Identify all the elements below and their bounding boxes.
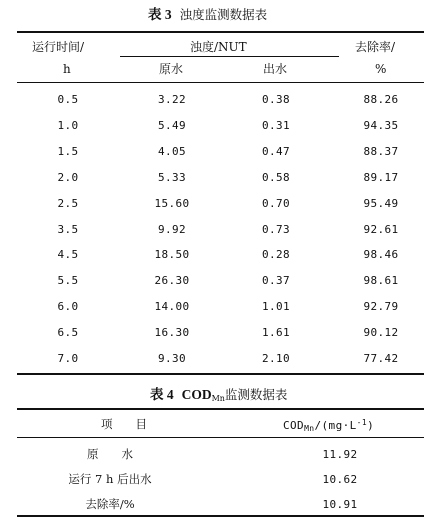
cell-raw-turbidity: 5.49 bbox=[157, 118, 187, 132]
cell-time: 6.5 bbox=[57, 326, 79, 340]
table3-bottom-rule bbox=[17, 373, 424, 375]
cell-raw-turbidity: 4.05 bbox=[157, 144, 187, 158]
table4-cell-item: 运行 7 h 后出水 bbox=[68, 472, 152, 486]
cell-time: 0.5 bbox=[57, 93, 79, 106]
cell-removal-rate: 95.49 bbox=[363, 196, 399, 210]
cell-outlet-turbidity: 0.31 bbox=[261, 118, 291, 132]
cell-removal-rate: 89.17 bbox=[363, 170, 399, 184]
cell-time: 6.0 bbox=[57, 300, 79, 314]
cell-outlet-turbidity: 0.38 bbox=[261, 93, 291, 106]
header-removal-line2: % bbox=[375, 62, 387, 76]
table3-caption-title: 浊度监测数据表 bbox=[179, 7, 268, 22]
table4-top-rule bbox=[17, 408, 424, 410]
table4-caption-number: 表 4 bbox=[150, 387, 174, 402]
table3-caption bbox=[148, 8, 267, 22]
cell-time: 3.5 bbox=[57, 222, 79, 236]
table4-caption-cod: COD bbox=[181, 387, 212, 402]
table4-header-unit-b: ) bbox=[367, 419, 375, 432]
table3-caption-number: 表 3 bbox=[148, 7, 172, 22]
cell-raw-turbidity: 9.30 bbox=[157, 352, 187, 365]
table4-header-cod bbox=[283, 419, 374, 433]
cell-outlet-turbidity: 1.61 bbox=[261, 326, 291, 340]
cell-raw-turbidity: 14.00 bbox=[154, 300, 190, 314]
cell-raw-turbidity: 15.60 bbox=[154, 196, 190, 210]
cell-outlet-turbidity: 0.73 bbox=[261, 222, 291, 236]
table4-header-cod-text: COD bbox=[283, 419, 305, 432]
cell-raw-turbidity: 9.92 bbox=[157, 222, 187, 236]
cell-raw-turbidity: 5.33 bbox=[157, 170, 187, 184]
table4-cell-cod: 11.92 bbox=[322, 448, 358, 461]
table4-caption-sub: Mn bbox=[211, 394, 225, 403]
table4-cell-item: 原 水 bbox=[87, 447, 133, 461]
table4-header-item: 项 目 bbox=[101, 417, 147, 431]
cell-raw-turbidity: 18.50 bbox=[154, 248, 190, 262]
cell-removal-rate: 92.61 bbox=[363, 222, 399, 236]
table4-header-cod-sub: Mn bbox=[304, 424, 315, 433]
cell-removal-rate: 88.26 bbox=[363, 93, 399, 106]
cell-outlet-turbidity: 1.01 bbox=[261, 300, 291, 314]
cell-time: 7.0 bbox=[57, 352, 79, 365]
cell-removal-rate: 98.61 bbox=[363, 274, 399, 288]
cell-time: 2.0 bbox=[57, 170, 79, 184]
table4-cell-cod: 10.62 bbox=[322, 473, 358, 486]
cell-outlet-turbidity: 0.58 bbox=[261, 170, 291, 184]
table4-header-unit-a: /(mg·L bbox=[314, 419, 357, 432]
cell-removal-rate: 92.79 bbox=[363, 300, 399, 314]
table4-header-unit-sup: -1 bbox=[356, 418, 368, 427]
table3-header-rule bbox=[17, 82, 424, 83]
table4-cell-cod: 10.91 bbox=[322, 498, 358, 511]
table4-caption-title: 监测数据表 bbox=[224, 387, 288, 402]
cell-outlet-turbidity: 2.10 bbox=[261, 352, 291, 365]
table4-cell-item: 去除率/% bbox=[85, 497, 135, 511]
cell-time: 2.5 bbox=[57, 196, 79, 210]
header-raw-water: 原水 bbox=[159, 62, 184, 76]
table4-header-rule bbox=[17, 437, 424, 438]
cell-outlet-turbidity: 0.28 bbox=[261, 248, 291, 262]
cell-outlet-turbidity: 0.47 bbox=[261, 144, 291, 158]
header-time-line2: h bbox=[63, 62, 71, 76]
cell-removal-rate: 88.37 bbox=[363, 144, 399, 158]
cell-raw-turbidity: 3.22 bbox=[157, 93, 187, 106]
cell-raw-turbidity: 16.30 bbox=[154, 326, 190, 340]
header-turbidity-underline bbox=[120, 56, 339, 57]
cell-time: 4.5 bbox=[57, 248, 79, 262]
cell-removal-rate: 94.35 bbox=[363, 118, 399, 132]
header-turbidity: 浊度/NUT bbox=[190, 40, 247, 54]
table4-bottom-rule bbox=[17, 515, 424, 517]
cell-removal-rate: 77.42 bbox=[363, 352, 399, 365]
table4-caption bbox=[150, 388, 287, 403]
cell-raw-turbidity: 26.30 bbox=[154, 274, 190, 288]
header-removal-line1: 去除率/ bbox=[355, 40, 396, 54]
header-time-line1: 运行时间/ bbox=[32, 40, 85, 54]
cell-outlet-turbidity: 0.70 bbox=[261, 196, 291, 210]
cell-time: 1.0 bbox=[57, 118, 79, 132]
cell-removal-rate: 98.46 bbox=[363, 248, 399, 262]
table3-top-rule bbox=[17, 31, 424, 33]
cell-removal-rate: 90.12 bbox=[363, 326, 399, 340]
cell-outlet-turbidity: 0.37 bbox=[261, 274, 291, 288]
header-outlet-water: 出水 bbox=[263, 62, 288, 76]
cell-time: 1.5 bbox=[57, 144, 79, 158]
cell-time: 5.5 bbox=[57, 274, 79, 288]
